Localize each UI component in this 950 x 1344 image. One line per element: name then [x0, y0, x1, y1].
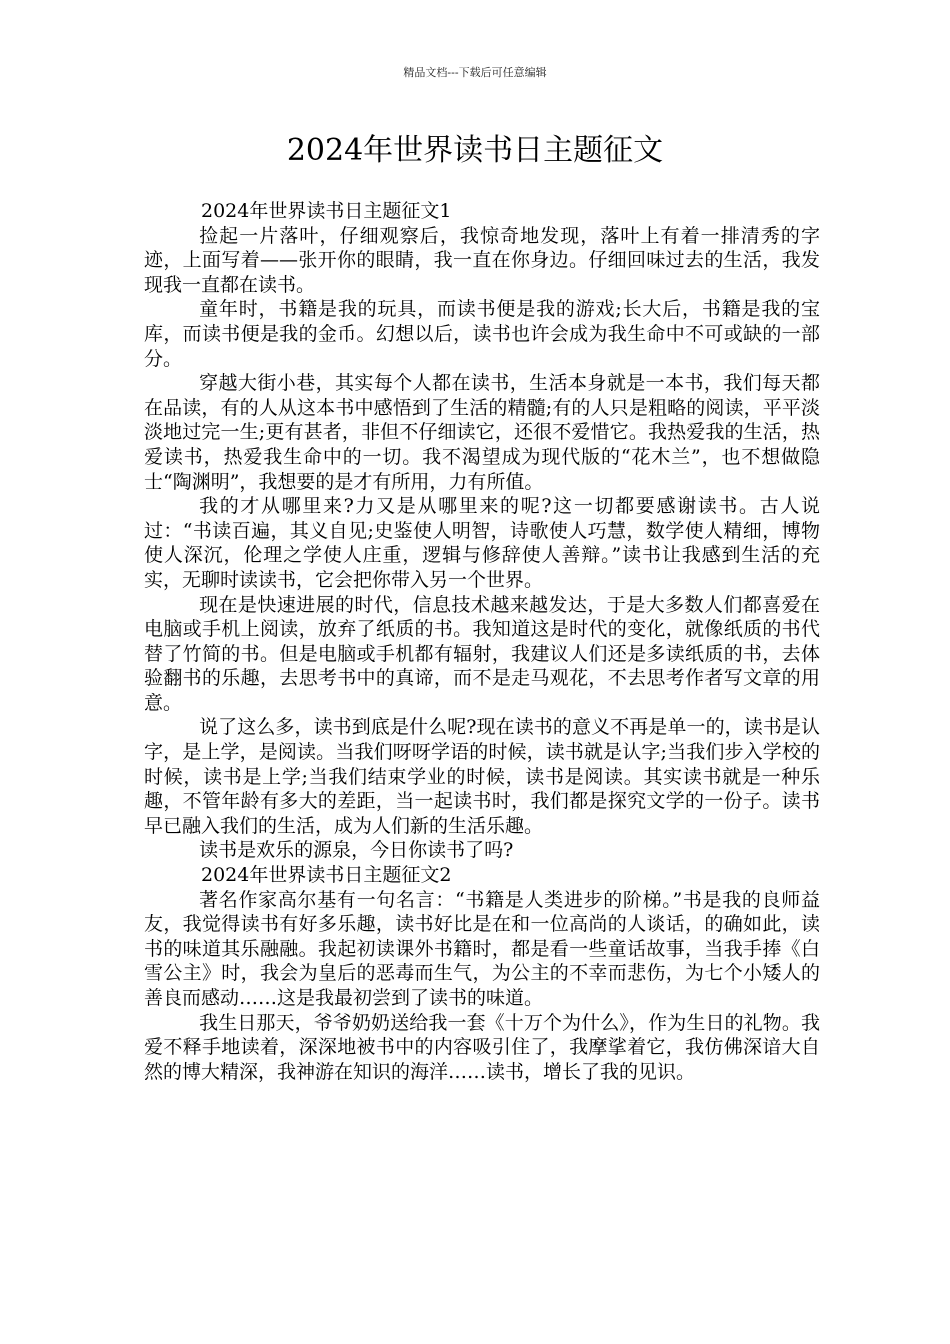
paragraph: 捡起一片落叶，仔细观察后，我惊奇地发现，落叶上有着一排清秀的字迹，上面写着——张开你的眼睛，我一直在你身边。仔细回味过去的生活，我发现我一直都在读书。 — [144, 224, 820, 296]
paragraph: 我生日那天，爷爷奶奶送给我一套《十万个为什么》，作为生日的礼物。我爱不释手地读着，深深地被书中的内容吸引住了，我摩挲着它，我仿佛深谙大自然的博大精深，我神游在知识的海洋……读书，增长了我的见识。 — [144, 1011, 820, 1083]
paragraph: 现在是快速进展的时代，信息技术越来越发达，于是大多数人们都喜爱在电脑或手机上阅读，放弃了纸质的书。我知道这是时代的变化，就像纸质的书代替了竹简的书。但是电脑或手机都有辐射，我建议人们还是多读纸质的书，去体验翻书的乐趣，去思考书中的真谛，而不是走马观花，不去思考作者写文章的用意。 — [144, 593, 820, 714]
paragraph: 我的才从哪里来?力又是从哪里来的呢?这一切都要感谢读书。古人说过：“书读百遍，其义自见;史鉴使人明智，诗歌使人巧慧，数学使人精细，博物使人深沉，伦理之学使人庄重，逻辑与修辞使人善辩。”读书让我感到生活的充实，无聊时读读书，它会把你带入另一个世界。 — [144, 495, 820, 591]
document-title: 2024年世界读书日主题征文 — [286, 133, 664, 168]
paragraph: 说了这么多，读书到底是什么呢?现在读书的意义不再是单一的，读书是认字，是上学，是阅读。当我们呀呀学语的时候，读书就是认字;当我们步入学校的时候，读书是上学;当我们结束学业的时候，读书是阅读。其实读书就是一种乐趣，不管年龄有多大的差距，当一起读书时，我们都是探究文学的一份子。读书早已融入我们的生活，成为人们新的生活乐趣。 — [144, 716, 820, 837]
paragraph: 童年时，书籍是我的玩具，而读书便是我的游戏;长大后，书籍是我的宝库，而读书便是我的金币。幻想以后，读书也许会成为我生命中不可或缺的一部分。 — [144, 298, 820, 370]
header-note: 精品文档---下载后可任意编辑 — [403, 66, 547, 79]
section-heading-2: 2024年世界读书日主题征文2 — [201, 864, 452, 887]
paragraph: 著名作家高尔基有一句名言：“书籍是人类进步的阶梯。”书是我的良师益友，我觉得读书有好多乐趣，读书好比是在和一位高尚的人谈话，的确如此，读书的味道其乐融融。我起初读课外书籍时，都是看一些童话故事，当我手捧《白雪公主》时，我会为皇后的恶毒而生气，为公主的不幸而悲伤，为七个小矮人的善良而感动……这是我最初尝到了读书的味道。 — [144, 888, 820, 1009]
document-body — [144, 199, 820, 1084]
paragraph: 读书是欢乐的源泉，今日你读书了吗? — [199, 839, 514, 862]
section-heading-1: 2024年世界读书日主题征文1 — [201, 200, 452, 222]
paragraph: 穿越大街小巷，其实每个人都在读书，生活本身就是一本书，我们每天都在品读，有的人从这本书中感悟到了生活的精髓;有的人只是粗略的阅读，平平淡淡地过完一生;更有甚者，非但不仔细读它，还很不爱惜它。我热爱我的生活，热爱读书，热爱我生命中的一切。我不渴望成为现代版的“花木兰”，也不想做隐士“陶渊明”，我想要的是才有所用，力有所值。 — [144, 372, 820, 493]
